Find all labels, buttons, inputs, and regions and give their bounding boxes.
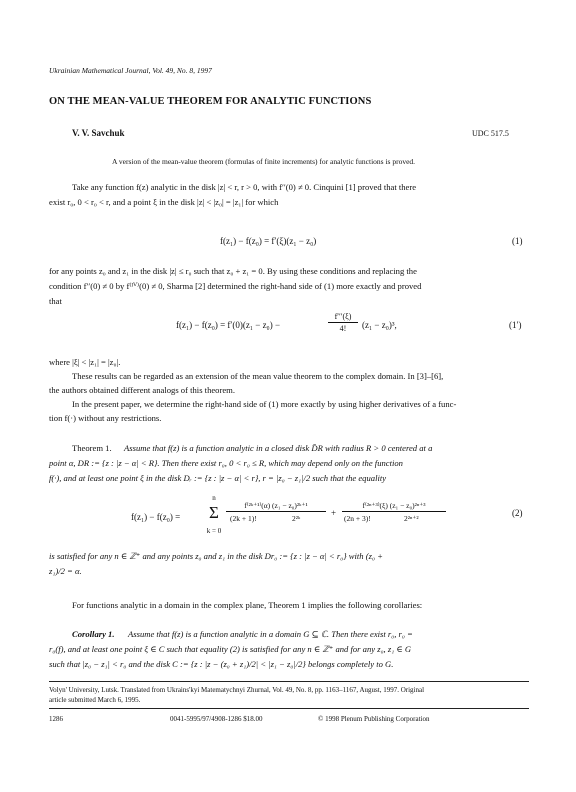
term1-numerator: f⁽²ᵏ⁺¹⁾(α) (z₁ − z₀)²ᵏ⁺¹ [226, 500, 326, 512]
term2-denominator-factorial: (2n + 3)! [344, 514, 371, 523]
term1-denominator-factorial: (2k + 1)! [230, 514, 257, 523]
sum-upper-limit: n [212, 494, 216, 502]
text-line: For functions analytic in a domain in the complex plane, Theorem 1 implies the following corollaries: [72, 600, 423, 610]
theorem-line: z₁)/2 = α. [49, 566, 82, 576]
udc-code: UDC 517.5 [472, 129, 509, 138]
text-line: In the present paper, we determine the right-hand side of (1) more exactly by using higher derivatives of a func- [72, 399, 457, 409]
term1-denominator-power: 2²ᵏ [292, 514, 301, 523]
equation-1: f(z₁) − f(z₀) = f′(ξ)(z₁ − z₀) [220, 236, 317, 246]
equation-number: (1′) [509, 320, 522, 330]
page-number: 1286 [49, 715, 63, 723]
text-line: condition f′′(0) ≠ 0 by f⁽ᴵⱽ⁾(0) ≠ 0, Sharma [2] determined the right-hand side of (1) more exactly and proved [49, 281, 422, 291]
term2-numerator: f⁽²ⁿ⁺³⁾(ξ) (z₁ − z₀)²ⁿ⁺³ [342, 500, 446, 512]
fraction-numerator: f′′′(ξ) [328, 312, 358, 323]
intro-line: Take any function f(z) analytic in the disk |z| < r, r > 0, with f′′(0) ≠ 0. Cinquini [1] proved that there [72, 182, 417, 192]
plus-sign: + [331, 508, 337, 518]
abstract: A version of the mean-value theorem (formulas of finite increments) for analytic functions is proved. [112, 157, 416, 166]
publisher-code: 0041-5995/97/4908-1286 $18.00 [170, 715, 263, 723]
equation-1-prime-left: f(z₁) − f(z₀) = f′(0)(z₁ − z₀) − [176, 320, 281, 330]
copyright: © 1998 Plenum Publishing Corporation [318, 715, 430, 723]
footnote-line: Volyn' University, Lutsk. Translated from Ukrains'kyi Matematychnyi Zhurnal, Vol. 49, No. 8, pp. 1163–1167, August, 1997. Original [49, 686, 425, 694]
text-line: for any points z₀ and z₁ in the disk |z| ≤ r₀ such that z₀ + z₁ = 0. By using these conditions and replacing the [49, 266, 417, 276]
equation-number: (2) [512, 508, 523, 518]
text-line: the authors obtained different analogs of this theorem. [49, 385, 235, 395]
fraction-denominator: 4! [339, 324, 347, 333]
footnote-line: article submitted March 6, 1995. [49, 696, 141, 704]
corollary-line: r₀(f), and at least one point ξ ∈ C such that equality (2) is satisfied for any n ∈ ℤ⁺ and for any z₀, z₁ ∈ G [49, 644, 412, 654]
equation-1-prime-right: (z₁ − z₀)³, [362, 320, 397, 330]
equation-number: (1) [512, 236, 523, 246]
theorem-line: Assume that f(z) is a function analytic in a closed disk D̄R with radius R > 0 centered at a [124, 443, 433, 453]
intro-line: exist r₀, 0 < r₀ < r, and a point ξ in the disk |z| < |z₀| = |z₁| for which [49, 197, 279, 207]
journal-header: Ukrainian Mathematical Journal, Vol. 49, No. 8, 1997 [49, 66, 212, 75]
theorem-label: Theorem 1. [72, 443, 112, 453]
corollary-label: Corollary 1. [72, 629, 115, 639]
theorem-line: point α, DR := {z : |z − α| < R}. Then there exist r₀, 0 < r₀ ≤ R, which may depend only on the function [49, 458, 403, 468]
text-line: These results can be regarded as an extension of the mean value theorem to the complex domain. In [3]–[6], [72, 371, 444, 381]
author: V. V. Savchuk [72, 128, 125, 138]
text-line: tion f(·) without any restrictions. [49, 413, 162, 423]
sum-lower-limit: k = 0 [206, 527, 222, 535]
footnote-rule [49, 681, 529, 682]
paper-title: ON THE MEAN-VALUE THEOREM FOR ANALYTIC FUNCTIONS [49, 96, 372, 107]
equation-2-left: f(z₁) − f(z₀) = [131, 512, 181, 522]
sum-symbol: Σ [209, 503, 219, 522]
footer-rule [49, 708, 529, 709]
text-line: where |ξ| < |z₁| = |z₀|. [49, 357, 121, 367]
text-line: that [49, 296, 62, 306]
term2-denominator-power: 2²ⁿ⁺² [404, 514, 419, 523]
corollary-line: Assume that f(z) is a function analytic in a domain G ⊆ ℂ. Then there exist r₀, r₀ = [128, 629, 413, 639]
theorem-line: f(·), and at least one point ξ in the disk Dᵣ := {z : |z − α| < r}, r = |z₀ − z₁|/2 such that the equality [49, 473, 387, 483]
corollary-line: such that |z₀ − z₁| < r₀ and the disk C := {z : |z − (z₀ + z₁)/2| < |z₁ − z₀|/2} belongs completely to G. [49, 659, 394, 669]
theorem-line: is satisfied for any n ∈ ℤ⁺ and any points z₀ and z₁ in the disk Dr₀ := {z : |z − α| < r₀} with (z₀ + [49, 551, 383, 561]
